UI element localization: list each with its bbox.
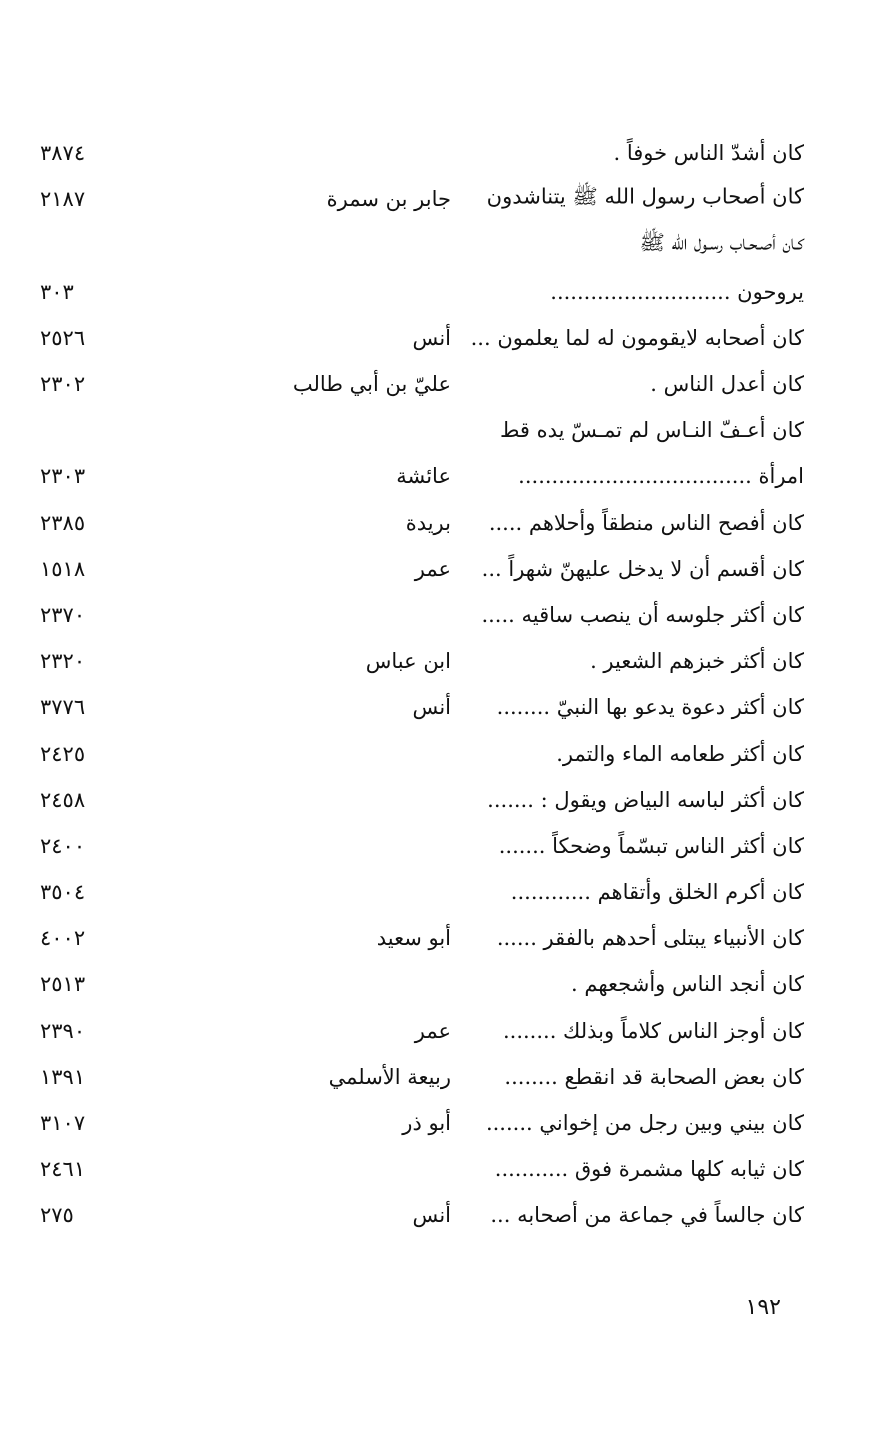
index-row xyxy=(0,1054,891,1100)
entry-text: كان أوجز الناس كلاماً وبذلك ........ xyxy=(502,1018,804,1043)
entry-text: كان أصحاب رسول الله ﷺ يتناشدون xyxy=(486,184,804,209)
entry-narrator: جابر بن سمرة xyxy=(326,187,451,212)
index-row xyxy=(0,684,891,730)
entry-narrator: عائشة xyxy=(396,464,451,489)
entry-text: كان أعدل الناس . xyxy=(650,372,804,397)
index-row xyxy=(0,915,891,961)
entry-text: كان أكثر لباسه البياض ويقول : ....... xyxy=(487,787,804,812)
entry-number: ٢٧٥ xyxy=(40,1203,74,1228)
entry-text: كان أكثر الناس تبسّماً وضحكاً ....... xyxy=(498,833,804,858)
index-row xyxy=(0,130,891,176)
entry-text: كان أعـفّ النـاس لم تمـسّ يده قط xyxy=(499,418,804,443)
entry-number: ٣٠٣ xyxy=(40,279,74,304)
entry-text: امرأة ................................... xyxy=(518,464,804,489)
entry-number: ٢٣٨٥ xyxy=(40,510,86,535)
index-row xyxy=(0,730,891,776)
entry-number: ٢٣٩٠ xyxy=(40,1018,86,1043)
entry-narrator: ابن عباس xyxy=(365,649,451,674)
entry-number: ٢٣٠٢ xyxy=(40,372,86,397)
entry-narrator: عمر xyxy=(414,556,451,581)
entry-narrator: أبو سعيد xyxy=(376,926,451,951)
entry-narrator: بريدة xyxy=(405,510,451,535)
entry-text: كان أقسم أن لا يدخل عليهنّ شهراً ... xyxy=(481,556,804,581)
index-row xyxy=(0,961,891,1007)
index-row xyxy=(0,176,891,222)
entry-number: ٢٥١٣ xyxy=(40,972,86,997)
entry-text: كان ثيابه كلها مشمرة فوق ........... xyxy=(494,1157,804,1182)
entry-narrator: عمر xyxy=(414,1018,451,1043)
entry-text: كـان أصـحـاب رسـول الله ﷺ xyxy=(639,230,804,255)
index-row xyxy=(0,222,891,268)
entry-number: ٣٨٧٤ xyxy=(40,141,86,166)
page-number: ١٩٢ xyxy=(745,1295,781,1320)
entry-number: ٢٤٢٥ xyxy=(40,741,86,766)
entry-text: كان أنجد الناس وأشجعهم . xyxy=(571,972,804,997)
index-row xyxy=(0,638,891,684)
index-row xyxy=(0,823,891,869)
index-row xyxy=(0,361,891,407)
entry-number: ٣١٠٧ xyxy=(40,1111,86,1136)
index-row xyxy=(0,500,891,546)
index-row xyxy=(0,453,891,499)
entry-number: ٢٤٦١ xyxy=(40,1157,86,1182)
entry-number: ١٥١٨ xyxy=(40,556,86,581)
index-row xyxy=(0,592,891,638)
index-row xyxy=(0,869,891,915)
index-row xyxy=(0,777,891,823)
entry-narrator: أنس xyxy=(412,325,451,350)
entry-number: ٢٥٢٦ xyxy=(40,325,86,350)
index-list xyxy=(0,130,891,1239)
entry-number: ٢٣٠٣ xyxy=(40,464,86,489)
index-row xyxy=(0,269,891,315)
entry-text: كان أكثر جلوسه أن ينصب ساقيه ..... xyxy=(481,602,804,627)
entry-text: كان أكثر دعوة يدعو بها النبيّ ........ xyxy=(496,695,804,720)
index-row xyxy=(0,546,891,592)
entry-text: كان أكرم الخلق وأتقاهم ............ xyxy=(510,880,804,905)
entry-number: ٣٧٧٦ xyxy=(40,695,86,720)
index-row xyxy=(0,407,891,453)
entry-text: كان بعض الصحابة قد انقطع ........ xyxy=(504,1064,804,1089)
index-row xyxy=(0,315,891,361)
entry-number: ٢١٨٧ xyxy=(40,187,86,212)
entry-narrator: عليّ بن أبي طالب xyxy=(292,372,451,397)
entry-number: ٤٠٠٢ xyxy=(40,926,86,951)
entry-number: ٢٣٧٠ xyxy=(40,602,86,627)
entry-text: كان بيني وبين رجل من إخواني ....... xyxy=(485,1111,804,1136)
entry-text: يروحون ........................... xyxy=(550,279,804,304)
entry-number: ٣٥٠٤ xyxy=(40,880,86,905)
entry-number: ٢٤٠٠ xyxy=(40,833,86,858)
entry-narrator: أنس xyxy=(412,695,451,720)
entry-text: كان أصحابه لايقومون له لما يعلمون ... xyxy=(470,325,804,350)
entry-text: كان جالساً في جماعة من أصحابه ... xyxy=(490,1203,804,1228)
index-row xyxy=(0,1100,891,1146)
index-row xyxy=(0,1192,891,1238)
entry-narrator: ربيعة الأسلمي xyxy=(328,1064,451,1089)
entry-number: ٢٣٢٠ xyxy=(40,649,86,674)
entry-narrator: أنس xyxy=(412,1203,451,1228)
entry-text: كان أكثر طعامه الماء والتمر. xyxy=(556,741,804,766)
entry-number: ١٣٩١ xyxy=(40,1064,86,1089)
entry-text: كان أفصح الناس منطقاً وأحلاهم ..... xyxy=(488,510,804,535)
entry-narrator: أبو ذر xyxy=(402,1111,451,1136)
index-row xyxy=(0,1008,891,1054)
index-row xyxy=(0,1146,891,1192)
entry-text: كان أشدّ الناس خوفاً . xyxy=(613,141,804,166)
entry-text: كان الأنبياء يبتلى أحدهم بالفقر ...... xyxy=(496,926,804,951)
entry-text: كان أكثر خبزهم الشعير . xyxy=(590,649,804,674)
entry-number: ٢٤٥٨ xyxy=(40,787,86,812)
